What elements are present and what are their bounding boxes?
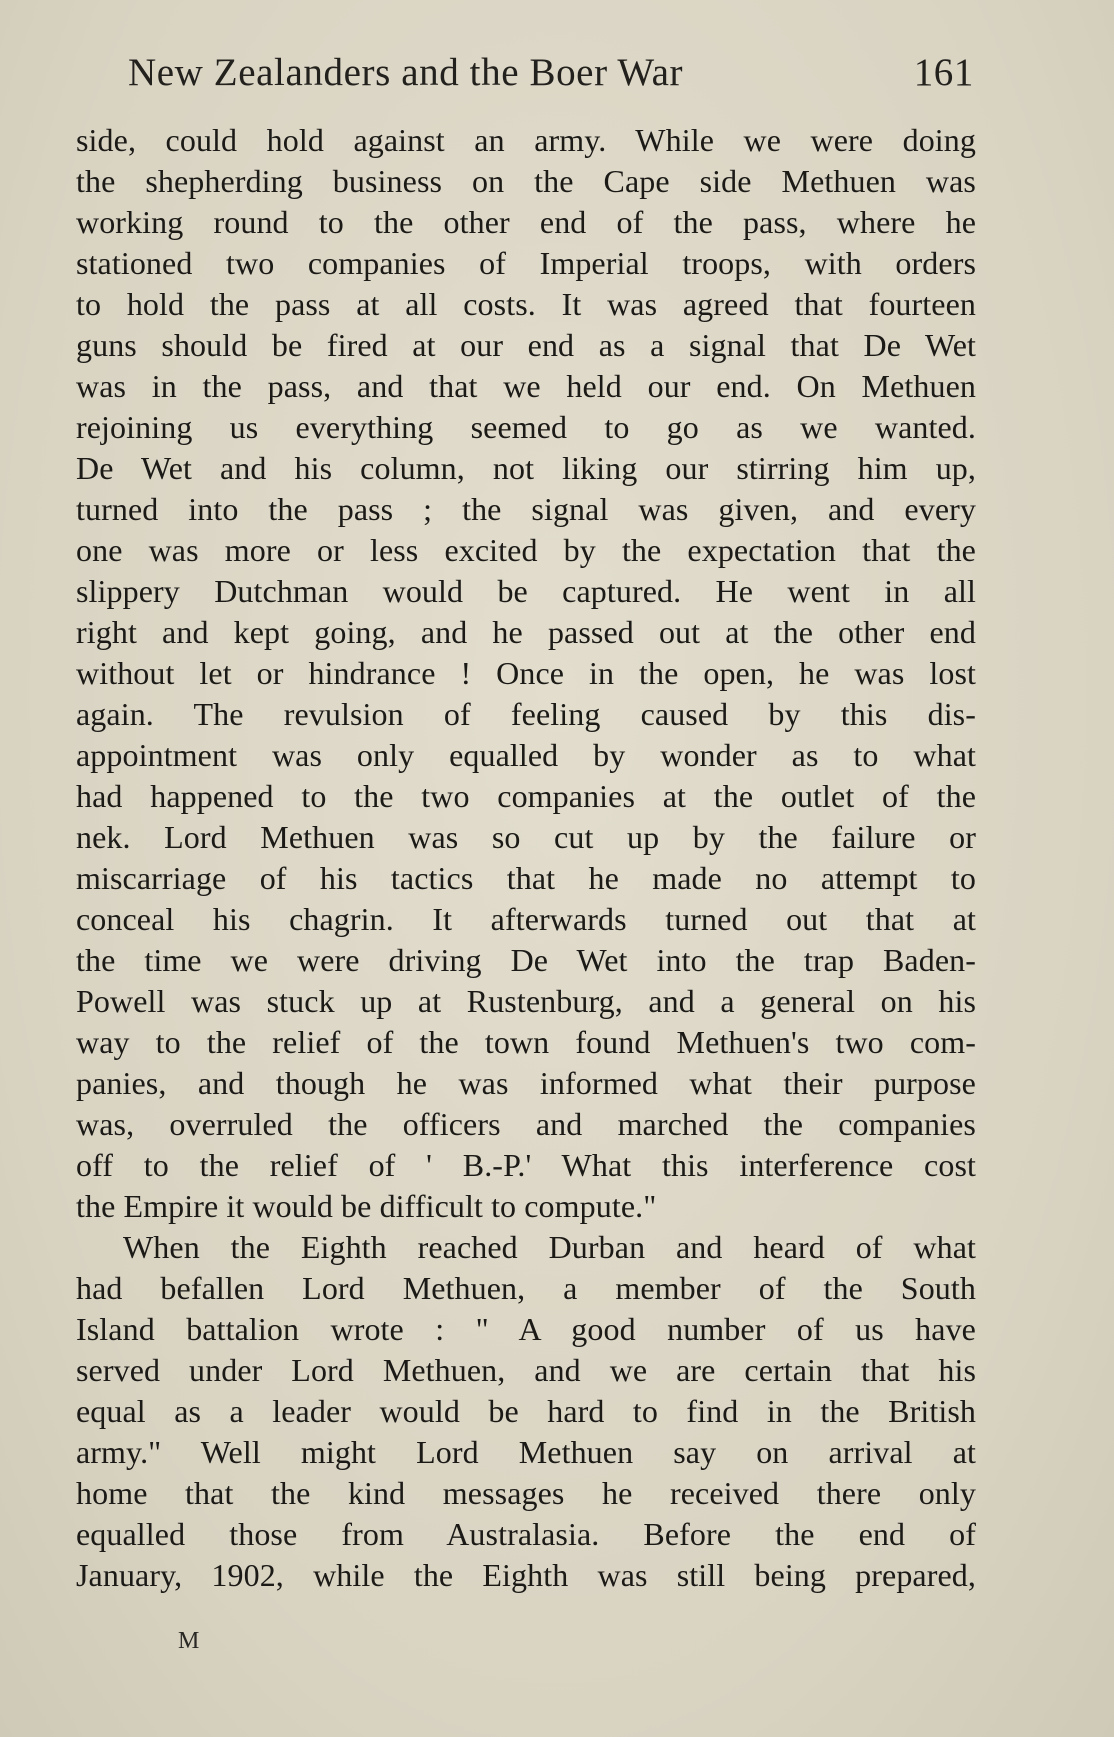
- text-line: panies, and though he was informed what their purpose: [76, 1065, 976, 1101]
- text-line: off to the relief of ' B.-P.' What this interference cost: [76, 1147, 976, 1183]
- text-line: again. The revulsion of feeling caused by this dis-: [76, 696, 976, 732]
- text-line: rejoining us everything seemed to go as we wanted.: [76, 409, 976, 445]
- text-line: was in the pass, and that we held our end. On Methuen: [76, 368, 976, 404]
- paragraph-end-line: the Empire it would be difficult to compute.": [76, 1188, 657, 1224]
- text-line: way to the relief of the town found Methuen's two com-: [76, 1024, 976, 1060]
- text-line: conceal his chagrin. It afterwards turned out that at: [76, 901, 976, 937]
- text-line: Island battalion wrote : " A good number of us have: [76, 1311, 976, 1347]
- text-line: guns should be fired at our end as a signal that De Wet: [76, 327, 976, 363]
- text-line: appointment was only equalled by wonder as to what: [76, 737, 976, 773]
- text-line: one was more or less excited by the expectation that the: [76, 532, 976, 568]
- text-line: January, 1902, while the Eighth was still being prepared,: [76, 1557, 976, 1593]
- running-header: [128, 50, 974, 106]
- text-line: army." Well might Lord Methuen say on arrival at: [76, 1434, 976, 1470]
- text-line: Powell was stuck up at Rustenburg, and a general on his: [76, 983, 976, 1019]
- text-line: De Wet and his column, not liking our stirring him up,: [76, 450, 976, 486]
- text-line: side, could hold against an army. While we were doing: [76, 122, 976, 158]
- page-number: 161: [913, 51, 974, 94]
- text-line: miscarriage of his tactics that he made no attempt to: [76, 860, 976, 896]
- text-line: the time we were driving De Wet into the trap Baden-: [76, 942, 976, 978]
- text-line: had befallen Lord Methuen, a member of the South: [76, 1270, 976, 1306]
- text-line: working round to the other end of the pass, where he: [76, 204, 976, 240]
- text-line: was, overruled the officers and marched the companies: [76, 1106, 976, 1142]
- text-line: turned into the pass ; the signal was given, and every: [76, 491, 976, 527]
- text-line: home that the kind messages he received there only: [76, 1475, 976, 1511]
- body-text: [76, 120, 976, 1596]
- text-line: equalled those from Australasia. Before the end of: [76, 1516, 976, 1552]
- running-header-title: New Zealanders and the Boer War: [128, 51, 684, 94]
- text-line: right and kept going, and he passed out at the other end: [76, 614, 976, 650]
- text-line: to hold the pass at all costs. It was agreed that fourteen: [76, 286, 976, 322]
- text-line: served under Lord Methuen, and we are certain that his: [76, 1352, 976, 1388]
- text-line: the shepherding business on the Cape side Methuen was: [76, 163, 976, 199]
- text-line: stationed two companies of Imperial troops, with orders: [76, 245, 976, 281]
- text-line: without let or hindrance ! Once in the open, he was lost: [76, 655, 976, 691]
- text-line: nek. Lord Methuen was so cut up by the failure or: [76, 819, 976, 855]
- text-line: had happened to the two companies at the outlet of the: [76, 778, 976, 814]
- text-line: slippery Dutchman would be captured. He went in all: [76, 573, 976, 609]
- paragraph-start-line: When the Eighth reached Durban and heard of what: [123, 1229, 976, 1265]
- text-line: equal as a leader would be hard to find in the British: [76, 1393, 976, 1429]
- signature-mark: M: [178, 1628, 201, 1654]
